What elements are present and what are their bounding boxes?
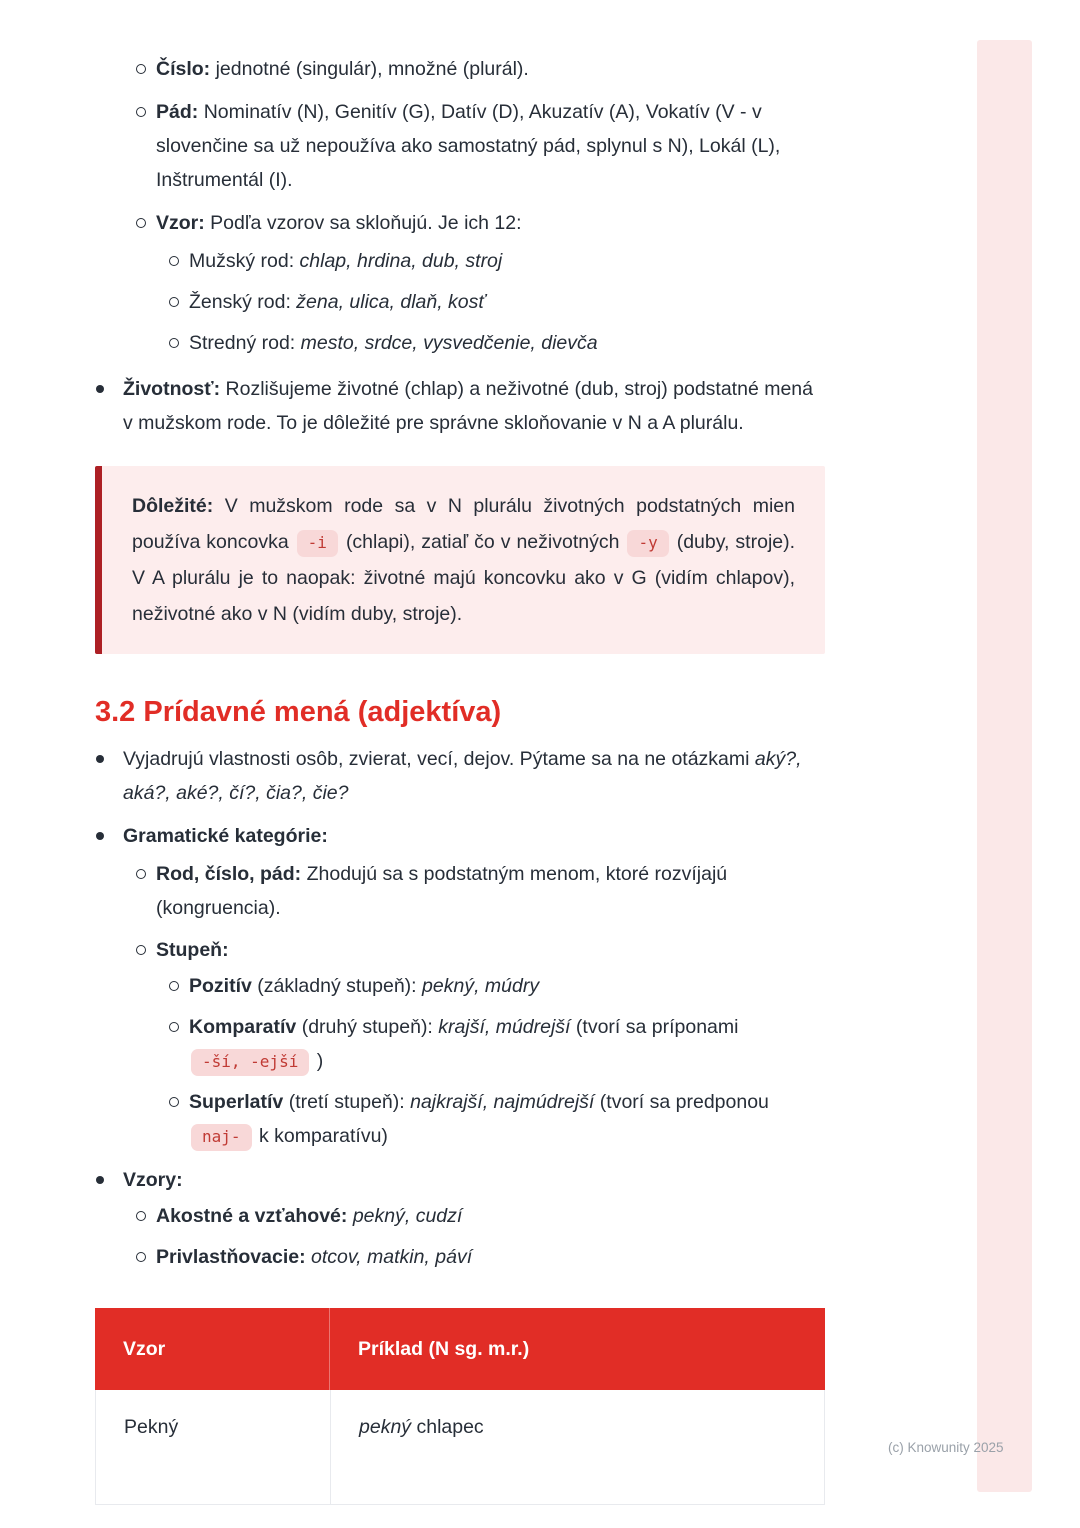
list-item-pad <box>128 95 825 197</box>
degree-close: ) <box>316 1050 324 1072</box>
list-item-text <box>156 933 825 967</box>
list-item-zensky-rod <box>161 285 825 319</box>
bullet-icon <box>95 372 123 440</box>
suffix-chip-y: -y <box>627 530 668 557</box>
term-label: Rod, číslo, pád: <box>156 863 302 885</box>
gender-examples: chlap, hrdina, dub, stroj <box>299 250 503 272</box>
degree-label: Komparatív <box>189 1016 297 1038</box>
circle-bullet-icon <box>161 244 189 278</box>
circle-bullet-icon <box>128 1240 156 1274</box>
list-item-akostne <box>128 1199 825 1233</box>
circle-bullet-icon <box>128 857 156 925</box>
circle-bullet-icon <box>128 95 156 197</box>
section-heading: 3.2 Prídavné mená (adjektíva) <box>95 696 502 728</box>
term-label: Životnosť: <box>123 378 221 400</box>
callout-text-3: (duby, stroje). V A plurálu je to naopak: životné majú koncovku ako v G (vidím chlapov), neživotné ako v N (vidím duby, stroje). <box>132 531 796 625</box>
term-text: Nominatív (N), Genitív (G), Datív (D), Akuzatív (A), Vokatív (V - v slovenčine sa už nepoužíva ako samostatný pád, splynul s N), Lokál (L), Inštrumentál (I). <box>156 101 781 191</box>
circle-bullet-icon <box>161 285 189 319</box>
list-item-text <box>189 244 825 278</box>
term-text: Rozlišujeme životné (chlap) a neživotné (dub, stroj) podstatné mená v mužskom rode. To je dôležité pre správne skloňovanie v N a A plurálu. <box>123 378 813 434</box>
term-text: jednotné (singulár), množné (plurál). <box>215 58 529 80</box>
table-header-vzor: Vzor <box>95 1308 330 1390</box>
degree-examples: najkrajší, najmúdrejší <box>410 1091 595 1113</box>
patterns-table <box>95 1308 825 1505</box>
list-item-muzsky-rod <box>161 244 825 278</box>
list-item-superlativ <box>161 1085 825 1153</box>
pattern-examples: pekný, cudzí <box>352 1205 463 1227</box>
pattern-examples: otcov, matkin, páví <box>311 1246 473 1268</box>
list-item-intro <box>95 742 825 810</box>
list-item-text <box>189 285 825 319</box>
list-item-vzory <box>95 1163 825 1197</box>
circle-bullet-icon <box>161 1010 189 1078</box>
term-text: Zhodujú sa s podstatným menom, ktoré rozvíjajú (kongruencia). <box>156 863 728 919</box>
list-item-gramaticke-kategorie <box>95 819 825 853</box>
term-label: Vzory: <box>123 1169 183 1191</box>
example-italic: pekný <box>359 1416 412 1438</box>
degree-label: Pozitív <box>189 975 252 997</box>
callout-label: Dôležité: <box>132 495 214 517</box>
gender-examples: mesto, srdce, vysvedčenie, dievča <box>300 332 598 354</box>
table-header-priklad: Príklad (N sg. m.r.) <box>358 1338 530 1360</box>
list-item-cislo <box>128 52 825 86</box>
circle-bullet-icon <box>128 206 156 240</box>
term-label: Stupeň: <box>156 939 229 961</box>
watermark-text: (c) Knowunity 2025 <box>888 1440 1004 1455</box>
degree-tail: (tvorí sa príponami <box>575 1016 739 1038</box>
list-item-pozitiv <box>161 969 825 1003</box>
list-item-vzor <box>128 206 825 240</box>
side-margin-strip <box>977 40 1032 1492</box>
circle-bullet-icon <box>128 1199 156 1233</box>
suffix-chip-i: -i <box>297 530 338 557</box>
circle-bullet-icon <box>161 969 189 1003</box>
degree-mid: (druhý stupeň): <box>301 1016 433 1038</box>
gender-label: Stredný rod: <box>189 332 296 354</box>
example-rest: chlapec <box>416 1416 484 1438</box>
circle-bullet-icon <box>161 1085 189 1153</box>
table-cell-priklad <box>331 1390 824 1504</box>
degree-close: k komparatívu) <box>258 1125 388 1147</box>
term-label: Vzor: <box>156 212 205 234</box>
list-item-rod-cislo-pad <box>128 857 825 925</box>
table-header-row <box>95 1308 825 1390</box>
circle-bullet-icon <box>128 933 156 967</box>
pattern-label: Privlastňovacie: <box>156 1246 306 1268</box>
list-item-text <box>156 1240 825 1274</box>
list-item-text <box>156 857 825 925</box>
list-item-text <box>156 95 825 197</box>
term-label: Gramatické kategórie: <box>123 825 328 847</box>
list-item-zivotnost <box>95 372 825 440</box>
intro-text: Vyjadrujú vlastnosti osôb, zvierat, vecí, dejov. Pýtame sa na ne otázkami <box>123 748 750 770</box>
bullet-icon <box>95 819 123 853</box>
term-label: Číslo: <box>156 58 211 80</box>
callout-text-2: (chlapi), zatiaľ čo v neživotných <box>345 531 620 553</box>
degree-examples: pekný, múdry <box>422 975 540 997</box>
gender-examples: žena, ulica, dlaň, kosť <box>296 291 486 313</box>
intro-questions: aký?, aká?, aké?, čí?, čia?, čie? <box>123 748 802 804</box>
list-item-text <box>123 819 825 853</box>
callout-text-1: V mužskom rode sa v N plurálu životných podstatných mien používa koncovka <box>132 495 795 553</box>
term-text: Podľa vzorov sa skloňujú. Je ich 12: <box>210 212 522 234</box>
list-item-text <box>189 1010 825 1078</box>
list-item-komparativ <box>161 1010 825 1078</box>
term-label: Pád: <box>156 101 199 123</box>
list-item-text <box>156 52 825 86</box>
list-item-text <box>189 1085 825 1153</box>
pattern-label: Akostné a vzťahové: <box>156 1205 348 1227</box>
table-row <box>95 1390 825 1505</box>
gender-label: Ženský rod: <box>189 291 291 313</box>
bullet-icon <box>95 1163 123 1197</box>
list-item-text <box>123 372 825 440</box>
important-callout <box>95 466 825 654</box>
list-item-text <box>189 326 825 360</box>
list-item-text <box>189 969 825 1003</box>
degree-label: Superlatív <box>189 1091 284 1113</box>
list-item-text <box>156 206 825 240</box>
gender-label: Mužský rod: <box>189 250 295 272</box>
list-item-text <box>123 1163 825 1197</box>
degree-mid: (tretí stupeň): <box>288 1091 405 1113</box>
suffix-chip-si-ejsi: -ší, -ejší <box>191 1049 309 1076</box>
circle-bullet-icon <box>128 52 156 86</box>
degree-examples: krajší, múdrejší <box>438 1016 571 1038</box>
prefix-chip-naj: naj- <box>191 1124 252 1151</box>
circle-bullet-icon <box>161 326 189 360</box>
list-item-privlastnovacie <box>128 1240 825 1274</box>
table-cell-vzor: Pekný <box>96 1390 331 1504</box>
degree-tail: (tvorí sa predponou <box>599 1091 769 1113</box>
list-item-text <box>156 1199 825 1233</box>
document-content <box>95 52 825 1505</box>
list-item-stupen <box>128 933 825 967</box>
list-item-stredny-rod <box>161 326 825 360</box>
degree-mid: (základný stupeň): <box>257 975 417 997</box>
list-item-text <box>123 742 825 810</box>
bullet-icon <box>95 742 123 810</box>
